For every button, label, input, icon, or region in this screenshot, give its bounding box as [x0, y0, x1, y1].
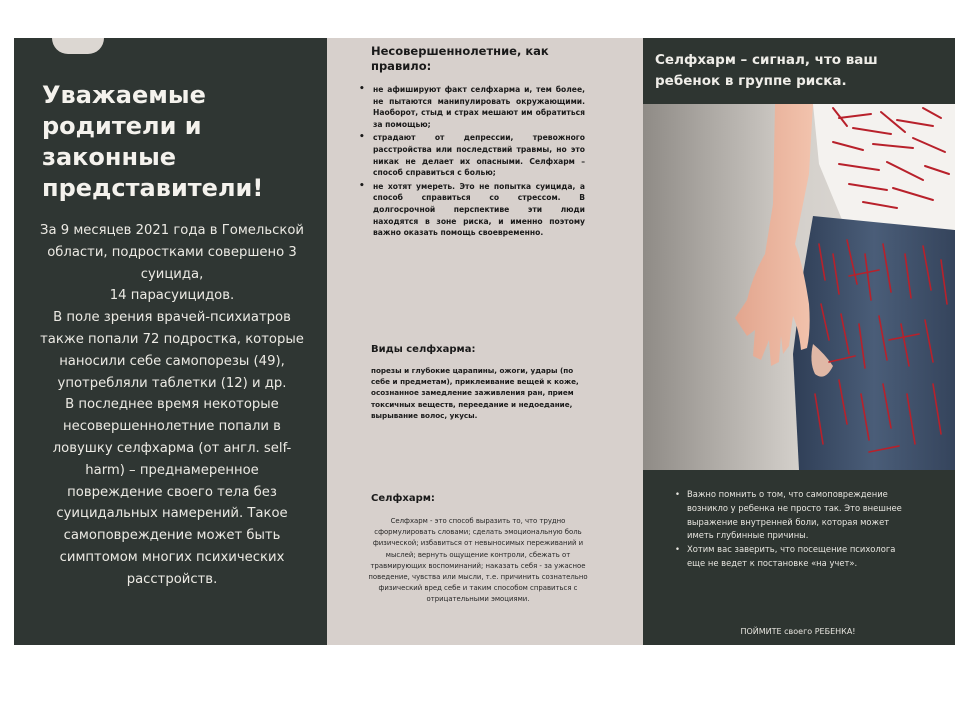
bullet-icon: • [675, 489, 680, 499]
selfharm-heading: Селфхарм: [371, 493, 435, 504]
jeans-shape [793, 216, 955, 470]
arm-photo-illustration [643, 104, 955, 470]
right-panel [643, 38, 955, 645]
arm-with-cuts-photo [643, 104, 955, 470]
list-item [357, 132, 585, 178]
middle-panel [327, 38, 643, 645]
list-item [357, 181, 585, 239]
paragraph: За 9 месяцев 2021 года в Гомельской области, подростками совершено 3 суицида, [40, 223, 304, 282]
types-heading: Виды селфхарма: [371, 344, 476, 355]
left-panel [14, 38, 327, 645]
paragraph: В последнее время некоторые несовершеннолетние попали в ловушку селфхарма (от англ. self-harm) – преднамеренное повреждение своего тела без суицидальных намерений. Такое самоповреждение может быть симптомом многих психических расстройств. [52, 397, 292, 587]
paragraph: 14 парасуицидов. [109, 288, 235, 304]
risk-signal-title: Селфхарм – сигнал, что ваш ребенок в группе риска. [655, 52, 878, 89]
list-item-text: не хотят умереть. Это не попытка суицида, а способ справиться со стрессом. В долгосрочной перспективе эти люди находятся в зоне риска, и именно поэтому важно оказать помощь своевременно. [373, 181, 585, 238]
list-item-text: Хотим вас заверить, что посещение психолога еще не ведет к постановке «на учет». [687, 544, 896, 568]
list-item-text: не афишируют факт селфхарма и, тем более, не пытаются манипулировать окружающими. Наоборот, стыд и страх мешают им обратиться за помощью; [373, 85, 585, 129]
important-notes-list [675, 488, 907, 571]
minors-bullet-list [357, 84, 585, 241]
list-item [357, 84, 585, 130]
statistics-text [38, 220, 306, 591]
bullet-icon: • [359, 180, 365, 191]
page-title: Уважаемые родители и законные представители! [42, 81, 264, 202]
list-item [675, 543, 907, 571]
bullet-icon: • [359, 132, 365, 143]
list-item-text: Важно помнить о том, что самоповреждение возникло у ребенка не просто так. Это внешнее выражение внутренней боли, которая может иметь глубинные причины. [687, 489, 902, 541]
list-item [675, 488, 907, 543]
paragraph: В поле зрения врачей-психиатров также попали 72 подростка, которые наносили себе самопорезы (49), употребляли таблетки (12) и др. [40, 310, 304, 391]
understand-your-child-footer: ПОЙМИТЕ своего РЕБЕНКА! [740, 627, 856, 636]
selfharm-text: Селфхарм - это способ выразить то, что трудно сформулировать словами; сделать эмоциональную боль физической; избавиться от невыносимых переживаний и мыслей; вернуть ощущение контроли, сбежать от травмирующих воспоминаний; наказать себя - за ужасное поведение, чувства или мысли, т.е. причинить сознательно физический вред себе и таким способом справиться с отрицательными эмоциями. [368, 517, 588, 604]
bullet-icon: • [675, 544, 680, 555]
types-text: порезы и глубокие царапины, ожоги, удары (по себе и предметам), приклеивание вещей к коже, осознанное замедление заживления ран, прием токсичных веществ, переедание и недоедание, вырывание волос, укусы. [371, 366, 579, 420]
bullet-icon: • [359, 84, 365, 94]
list-item-text: страдают от депрессии, тревожного расстройства или последствий травмы, но это никак не делает их опасными. Селфхарм – способ справиться с болью; [373, 133, 585, 178]
decorative-blob [52, 38, 104, 54]
minors-heading: Несовершеннолетние, как правило: [371, 44, 549, 73]
